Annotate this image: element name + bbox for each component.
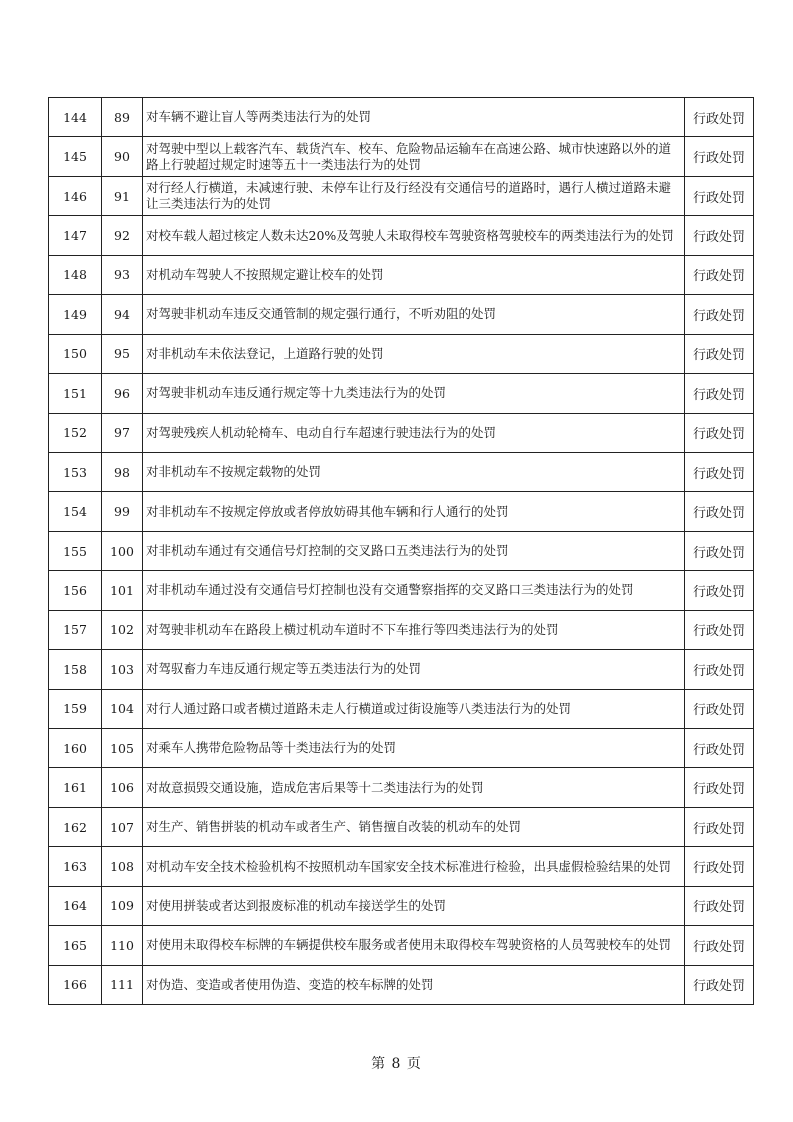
row-item-type: 行政处罚 — [685, 452, 754, 491]
row-seq-number: 152 — [49, 413, 102, 452]
row-seq-number: 157 — [49, 610, 102, 649]
row-item-name: 对行人通过路口或者横过道路未走人行横道或过街设施等八类违法行为的处罚 — [143, 689, 685, 728]
row-item-number: 92 — [102, 216, 143, 255]
row-item-name: 对非机动车不按规定载物的处罚 — [143, 452, 685, 491]
row-seq-number: 163 — [49, 847, 102, 886]
row-seq-number: 151 — [49, 374, 102, 413]
row-item-number: 107 — [102, 807, 143, 846]
row-item-number: 96 — [102, 374, 143, 413]
row-item-type: 行政处罚 — [685, 807, 754, 846]
row-item-name: 对非机动车未依法登记，上道路行驶的处罚 — [143, 334, 685, 373]
row-item-number: 93 — [102, 255, 143, 294]
row-seq-number: 156 — [49, 571, 102, 610]
row-item-number: 105 — [102, 729, 143, 768]
row-item-type: 行政处罚 — [685, 334, 754, 373]
row-item-name: 对使用拼装或者达到报废标准的机动车接送学生的处罚 — [143, 886, 685, 925]
row-seq-number: 164 — [49, 886, 102, 925]
row-seq-number: 155 — [49, 531, 102, 570]
row-item-type: 行政处罚 — [685, 571, 754, 610]
row-seq-number: 166 — [49, 965, 102, 1004]
row-item-type: 行政处罚 — [685, 255, 754, 294]
row-seq-number: 161 — [49, 768, 102, 807]
table-row — [49, 137, 754, 176]
table-row — [49, 610, 754, 649]
table-row — [49, 452, 754, 491]
row-item-name: 对车辆不避让盲人等两类违法行为的处罚 — [143, 98, 685, 137]
row-item-type: 行政处罚 — [685, 689, 754, 728]
row-item-type: 行政处罚 — [685, 729, 754, 768]
table-row — [49, 413, 754, 452]
row-item-name: 对驾驶残疾人机动轮椅车、电动自行车超速行驶违法行为的处罚 — [143, 413, 685, 452]
row-item-name: 对使用未取得校车标牌的车辆提供校车服务或者使用未取得校车驾驶资格的人员驾驶校车的处罚 — [143, 926, 685, 965]
table-row — [49, 255, 754, 294]
row-item-number: 99 — [102, 492, 143, 531]
row-seq-number: 149 — [49, 295, 102, 334]
row-item-name: 对机动车驾驶人不按照规定避让校车的处罚 — [143, 255, 685, 294]
row-item-type: 行政处罚 — [685, 492, 754, 531]
row-item-type: 行政处罚 — [685, 965, 754, 1004]
row-item-number: 111 — [102, 965, 143, 1004]
table-row — [49, 650, 754, 689]
row-item-type: 行政处罚 — [685, 413, 754, 452]
row-item-name: 对伪造、变造或者使用伪造、变造的校车标牌的处罚 — [143, 965, 685, 1004]
row-item-name: 对驾驶非机动车违反交通管制的规定强行通行，不听劝阻的处罚 — [143, 295, 685, 334]
row-item-name: 对非机动车不按规定停放或者停放妨碍其他车辆和行人通行的处罚 — [143, 492, 685, 531]
table-row — [49, 176, 754, 215]
row-item-type: 行政处罚 — [685, 886, 754, 925]
row-item-type: 行政处罚 — [685, 926, 754, 965]
row-seq-number: 162 — [49, 807, 102, 846]
table-row — [49, 807, 754, 846]
table-row — [49, 886, 754, 925]
table-row — [49, 334, 754, 373]
row-item-number: 91 — [102, 176, 143, 215]
row-item-number: 103 — [102, 650, 143, 689]
table-row — [49, 768, 754, 807]
row-item-type: 行政处罚 — [685, 374, 754, 413]
row-item-name: 对驾驶中型以上载客汽车、载货汽车、校车、危险物品运输车在高速公路、城市快速路以外的道路上行驶超过规定时速等五十一类违法行为的处罚 — [143, 137, 685, 176]
row-seq-number: 153 — [49, 452, 102, 491]
row-item-name: 对生产、销售拼装的机动车或者生产、销售擅自改装的机动车的处罚 — [143, 807, 685, 846]
row-item-name: 对故意损毁交通设施，造成危害后果等十二类违法行为的处罚 — [143, 768, 685, 807]
penalty-table — [48, 97, 754, 1005]
row-item-number: 101 — [102, 571, 143, 610]
row-seq-number: 148 — [49, 255, 102, 294]
row-item-type: 行政处罚 — [685, 98, 754, 137]
table-row — [49, 98, 754, 137]
row-seq-number: 150 — [49, 334, 102, 373]
table-body — [49, 98, 754, 1005]
table-row — [49, 295, 754, 334]
row-item-name: 对驾驭畜力车违反通行规定等五类违法行为的处罚 — [143, 650, 685, 689]
row-item-number: 95 — [102, 334, 143, 373]
row-item-number: 94 — [102, 295, 143, 334]
row-item-number: 104 — [102, 689, 143, 728]
table-row — [49, 847, 754, 886]
row-seq-number: 165 — [49, 926, 102, 965]
row-item-type: 行政处罚 — [685, 295, 754, 334]
row-item-number: 89 — [102, 98, 143, 137]
row-item-name: 对非机动车通过没有交通信号灯控制也没有交通警察指挥的交叉路口三类违法行为的处罚 — [143, 571, 685, 610]
table-row — [49, 374, 754, 413]
row-item-name: 对机动车安全技术检验机构不按照机动车国家安全技术标准进行检验，出具虚假检验结果的处罚 — [143, 847, 685, 886]
row-item-number: 98 — [102, 452, 143, 491]
row-seq-number: 145 — [49, 137, 102, 176]
row-item-type: 行政处罚 — [685, 216, 754, 255]
row-seq-number: 146 — [49, 176, 102, 215]
row-item-number: 100 — [102, 531, 143, 570]
row-item-type: 行政处罚 — [685, 847, 754, 886]
row-item-name: 对乘车人携带危险物品等十类违法行为的处罚 — [143, 729, 685, 768]
row-item-type: 行政处罚 — [685, 768, 754, 807]
row-item-type: 行政处罚 — [685, 137, 754, 176]
table-row — [49, 689, 754, 728]
row-item-type: 行政处罚 — [685, 650, 754, 689]
row-seq-number: 159 — [49, 689, 102, 728]
row-item-name: 对驾驶非机动车在路段上横过机动车道时不下车推行等四类违法行为的处罚 — [143, 610, 685, 649]
row-item-number: 90 — [102, 137, 143, 176]
page-number: 第 8 页 — [371, 1056, 422, 1072]
row-item-type: 行政处罚 — [685, 531, 754, 570]
row-item-name: 对非机动车通过有交通信号灯控制的交叉路口五类违法行为的处罚 — [143, 531, 685, 570]
row-seq-number: 144 — [49, 98, 102, 137]
row-seq-number: 160 — [49, 729, 102, 768]
row-seq-number: 158 — [49, 650, 102, 689]
row-item-type: 行政处罚 — [685, 176, 754, 215]
table-row — [49, 492, 754, 531]
row-item-number: 106 — [102, 768, 143, 807]
row-item-name: 对驾驶非机动车违反通行规定等十九类违法行为的处罚 — [143, 374, 685, 413]
row-item-number: 102 — [102, 610, 143, 649]
row-item-type: 行政处罚 — [685, 610, 754, 649]
table-row — [49, 965, 754, 1004]
row-item-number: 110 — [102, 926, 143, 965]
row-item-number: 97 — [102, 413, 143, 452]
row-item-name: 对行经人行横道，未减速行驶、未停车让行及行经没有交通信号的道路时，遇行人横过道路未避让三类违法行为的处罚 — [143, 176, 685, 215]
row-item-number: 108 — [102, 847, 143, 886]
table-row — [49, 216, 754, 255]
table-row — [49, 571, 754, 610]
table-row — [49, 531, 754, 570]
table-row — [49, 926, 754, 965]
row-item-number: 109 — [102, 886, 143, 925]
row-seq-number: 154 — [49, 492, 102, 531]
table-row — [49, 729, 754, 768]
row-item-name: 对校车载人超过核定人数未达20%及驾驶人未取得校车驾驶资格驾驶校车的两类违法行为的处罚 — [143, 216, 685, 255]
row-seq-number: 147 — [49, 216, 102, 255]
